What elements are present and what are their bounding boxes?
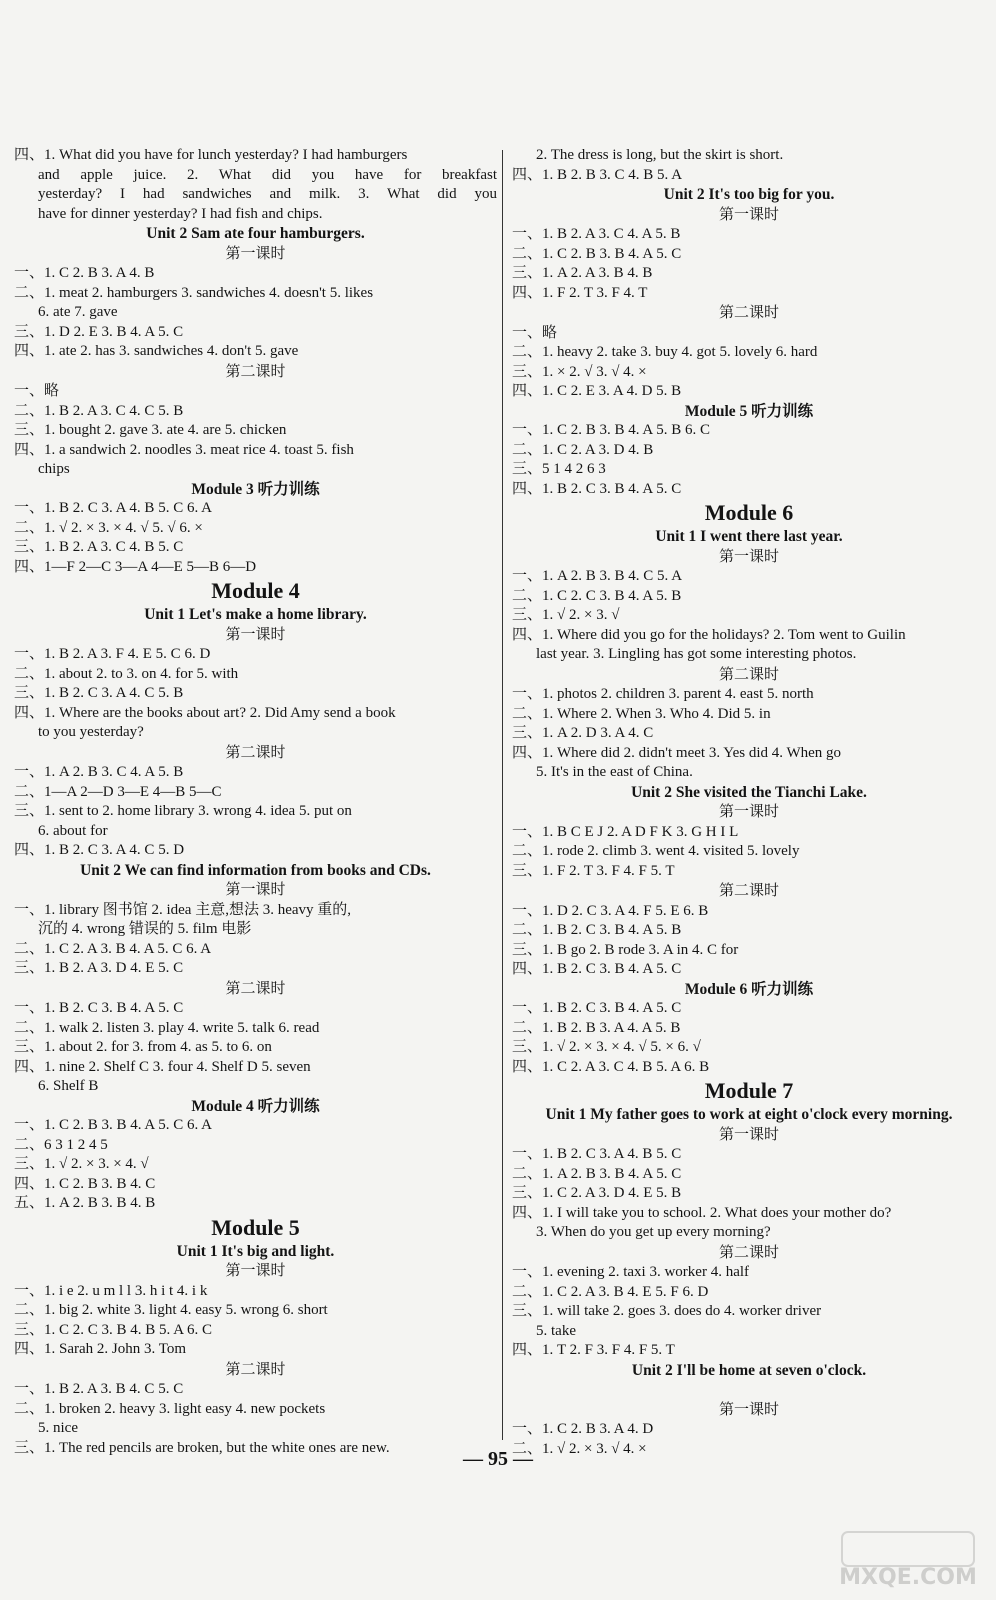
- lesson-heading: 第二课时: [718, 1244, 779, 1261]
- answer-line-continued: 5. take: [536, 1322, 576, 1339]
- answer-line: 三、1. A 2. A 3. B 4. B: [512, 265, 653, 281]
- answer-line: 五、1. A 2. B 3. B 4. B: [14, 1195, 156, 1211]
- answer-line: 四、1. B 2. B 3. C 4. B 5. A: [512, 166, 683, 183]
- answer-line-continued: to you yesterday?: [38, 724, 144, 740]
- answer-line-continued: 5. It's in the east of China.: [536, 764, 693, 780]
- answer-line: 三、1. F 2. T 3. F 4. F 5. T: [512, 862, 675, 879]
- answer-line-continued: last year. 3. Lingling has got some interesting photos.: [536, 646, 857, 662]
- answer-line: 四、1. B 2. C 3. B 4. A 5. C: [512, 480, 682, 497]
- answer-line: 一、1. C 2. B 3. A 4. D: [512, 1421, 654, 1437]
- module-heading: Module 5: [211, 1214, 300, 1240]
- answer-line: 三、1. about 2. for 3. from 4. as 5. to 6. on: [14, 1039, 272, 1055]
- answer-line: 四、1. Where did 2. didn't meet 3. Yes did 4. When go: [512, 744, 842, 761]
- answer-line: 四、1. C 2. A 3. C 4. B 5. A 6. B: [512, 1058, 710, 1075]
- unit-heading: Unit 1 It's big and light.: [176, 1242, 335, 1260]
- answer-line: 一、1. A 2. B 3. B 4. C 5. A: [512, 568, 683, 584]
- answer-line: 四、1. B 2. C 3. A 4. C 5. D: [14, 842, 185, 858]
- answer-line-continued: yesterday? I had sandwiches and milk. 3. What did you: [38, 186, 497, 202]
- answer-line: 三、1. B go 2. B rode 3. A in 4. C for: [512, 941, 739, 958]
- lesson-heading: 第二课时: [225, 363, 286, 380]
- answer-line: 四、1—F 2—C 3—A 4—E 5—B 6—D: [14, 558, 257, 575]
- answer-line: 一、1. photos 2. children 3. parent 4. east 5. north: [512, 686, 814, 702]
- unit-heading: Unit 2 We can find information from books and CDs.: [80, 861, 431, 879]
- lesson-heading: 第二课时: [718, 883, 779, 899]
- answer-line-continued: 6. ate 7. gave: [38, 304, 118, 320]
- answer-line: 一、1. i e 2. u m l l 3. h i t 4. i k: [14, 1282, 208, 1299]
- lesson-heading: 第二课时: [225, 980, 286, 997]
- answer-line: 一、1. library 图书馆 2. idea 主意,想法 3. heavy 重的,: [14, 901, 352, 918]
- answer-line: 四、1. C 2. B 3. B 4. C: [14, 1175, 156, 1192]
- column-divider: [502, 150, 503, 1440]
- lesson-heading: 第二课时: [225, 744, 286, 761]
- lesson-heading: 第一课时: [225, 1263, 286, 1279]
- answer-line: 三、1. B 2. C 3. A 4. C 5. B: [14, 685, 184, 701]
- watermark-text: MXQE.COM: [839, 1565, 977, 1590]
- answer-line: 一、1. B 2. C 3. A 4. B 5. C: [512, 1146, 682, 1162]
- answer-line: 三、1. C 2. A 3. D 4. E 5. B: [512, 1185, 682, 1201]
- answer-line: 三、1. B 2. A 3. C 4. B 5. C: [14, 539, 184, 555]
- answer-line: 四、1. nine 2. Shelf C 3. four 4. Shelf D 5. seven: [14, 1058, 311, 1075]
- unit-heading: Unit 1 Let's make a home library.: [144, 606, 367, 623]
- unit-heading: Unit 1 My father goes to work at eight o'clock every morning.: [545, 1106, 953, 1123]
- watermark-logo: [838, 1528, 978, 1592]
- lesson-heading: 第二课时: [718, 305, 779, 321]
- answer-line: 四、1. Where are the books about art? 2. Did Amy send a book: [14, 704, 396, 721]
- answer-line: 二、1. meat 2. hamburgers 3. sandwiches 4. doesn't 5. likes: [14, 284, 374, 301]
- answer-line: 三、1. √ 2. × 3. √: [512, 607, 620, 623]
- listening-heading: Module 3 听力训练: [191, 480, 320, 498]
- page-number: — 95 —: [463, 1448, 533, 1470]
- answer-line: 二、1. about 2. to 3. on 4. for 5. with: [14, 665, 239, 682]
- answer-line: 二、1. √ 2. × 3. × 4. √ 5. √ 6. ×: [14, 519, 203, 536]
- answer-line: 三、1. × 2. √ 3. √ 4. ×: [512, 363, 647, 380]
- blank-line: [512, 1380, 986, 1400]
- answer-line: 一、1. D 2. C 3. A 4. F 5. E 6. B: [512, 902, 709, 919]
- answer-line: 二、1. B 2. B 3. A 4. A 5. B: [512, 1019, 681, 1036]
- answer-line: 一、1. B 2. A 3. B 4. C 5. C: [14, 1381, 184, 1397]
- answer-line: 四、1. Where did you go for the holidays? 2. Tom went to Guilin: [512, 626, 906, 643]
- module-heading: Module 6: [704, 500, 794, 525]
- answer-line: 三、1. D 2. E 3. B 4. A 5. C: [14, 323, 184, 340]
- answer-line: 三、1. B 2. A 3. D 4. E 5. C: [14, 960, 184, 976]
- answer-line: 二、1—A 2—D 3—E 4—B 5—C: [14, 783, 222, 800]
- unit-heading: Unit 1 I went there last year.: [655, 528, 843, 545]
- listening-heading: Module 5 听力训练: [684, 402, 814, 420]
- answer-line: 一、1. B 2. A 3. C 4. A 5. B: [512, 226, 681, 242]
- listening-heading: Module 6 听力训练: [684, 980, 814, 998]
- answer-line: 一、1. B 2. C 3. A 4. B 5. C 6. A: [14, 500, 212, 516]
- answer-line: 四、1. Sarah 2. John 3. Tom: [14, 1341, 187, 1357]
- lesson-heading: 第一课时: [718, 1126, 779, 1143]
- unit-heading: Unit 2 It's too big for you.: [663, 186, 835, 203]
- answer-line-continued: 6. about for: [38, 822, 108, 839]
- answer-line: 一、1. C 2. B 3. B 4. A 5. B 6. C: [512, 422, 710, 438]
- answer-line: 一、1. B C E J 2. A D F K 3. G H I L: [512, 823, 739, 840]
- answer-line: 二、1. √ 2. × 3. √ 4. ×: [512, 1440, 647, 1457]
- answer-line-continued: chips: [38, 461, 70, 477]
- unit-heading: Unit 2 Sam ate four hamburgers.: [146, 225, 365, 242]
- answer-line: 二、1. B 2. A 3. C 4. C 5. B: [14, 402, 184, 419]
- answer-line: 三、1. bought 2. gave 3. ate 4. are 5. chicken: [14, 422, 287, 438]
- answer-line: 一、1. A 2. B 3. C 4. A 5. B: [14, 764, 184, 780]
- lesson-heading: 第二课时: [225, 1361, 286, 1378]
- answer-line: 二、1. broken 2. heavy 3. light easy 4. new pockets: [14, 1400, 326, 1417]
- answer-line: 四、1. C 2. E 3. A 4. D 5. B: [512, 383, 682, 399]
- answer-line-continued: 5. nice: [38, 1420, 78, 1436]
- right-column: [512, 146, 986, 1459]
- lesson-heading: 第一课时: [718, 804, 779, 820]
- answer-line: 三、1. The red pencils are broken, but the white ones are new.: [14, 1439, 390, 1456]
- answer-line: 二、1. C 2. A 3. B 4. A 5. C 6. A: [14, 940, 212, 957]
- answer-line: 四、1. T 2. F 3. F 4. F 5. T: [512, 1342, 675, 1358]
- answer-line: 三、1. A 2. D 3. A 4. C: [512, 725, 654, 741]
- answer-line: 二、6 3 1 2 4 5: [14, 1136, 108, 1153]
- answer-line: 四、1. ate 2. has 3. sandwiches 4. don't 5. gave: [14, 343, 299, 359]
- lesson-heading: 第一课时: [718, 1401, 779, 1418]
- answer-line: 一、1. evening 2. taxi 3. worker 4. half: [512, 1264, 750, 1280]
- answer-line: 四、1. I will take you to school. 2. What does your mother do?: [512, 1204, 892, 1221]
- answer-line: 二、1. B 2. C 3. B 4. A 5. B: [512, 922, 682, 938]
- answer-line: 一、1. C 2. B 3. B 4. A 5. C 6. A: [14, 1117, 212, 1133]
- answer-line: 三、1. sent to 2. home library 3. wrong 4. idea 5. put on: [14, 803, 352, 819]
- lesson-heading: 第一课时: [225, 245, 286, 262]
- answer-line: 四、1. B 2. C 3. B 4. A 5. C: [512, 961, 682, 977]
- module-heading: Module 4: [211, 578, 300, 603]
- listening-heading: Module 4 听力训练: [191, 1097, 320, 1115]
- lesson-heading: 第一课时: [225, 882, 286, 898]
- answer-line: 一、略: [14, 383, 60, 399]
- answer-line: 三、1. will take 2. goes 3. does do 4. worker driver: [512, 1303, 822, 1319]
- answer-line-continued: 2. The dress is long, but the skirt is short.: [536, 147, 784, 163]
- answer-line: 一、1. B 2. C 3. B 4. A 5. C: [14, 1000, 184, 1016]
- answer-line: 二、1. C 2. A 3. D 4. B: [512, 441, 654, 458]
- answer-line: 二、1. C 2. C 3. B 4. A 5. B: [512, 587, 682, 604]
- answer-line: 四、1. F 2. T 3. F 4. T: [512, 284, 648, 301]
- answer-line: 三、1. √ 2. × 3. × 4. √ 5. × 6. √: [512, 1039, 701, 1055]
- answer-line-continued: have for dinner yesterday? I had fish and chips.: [38, 205, 323, 222]
- answer-line: 二、1. walk 2. listen 3. play 4. write 5. talk 6. read: [14, 1019, 320, 1036]
- answer-line: 一、1. B 2. C 3. B 4. A 5. C: [512, 1000, 682, 1016]
- answer-line: 一、略: [512, 324, 558, 341]
- answer-line: 三、1. C 2. C 3. B 4. B 5. A 6. C: [14, 1321, 212, 1338]
- answer-line: 二、1. C 2. A 3. B 4. E 5. F 6. D: [512, 1283, 709, 1300]
- answer-line: 二、1. big 2. white 3. light 4. easy 5. wrong 6. short: [14, 1302, 328, 1318]
- answer-line: 二、1. A 2. B 3. B 4. A 5. C: [512, 1165, 682, 1182]
- lesson-heading: 第一课时: [225, 626, 286, 643]
- lesson-heading: 第一课时: [718, 548, 779, 565]
- answer-line-continued: 沉的 4. wrong 错误的 5. film 电影: [38, 921, 252, 937]
- left-column: [14, 146, 497, 1458]
- answer-line: 二、1. C 2. B 3. B 4. A 5. C: [512, 245, 682, 262]
- answer-line: 四、1. What did you have for lunch yesterday? I had hamburgers: [14, 147, 408, 163]
- answer-line-continued: 3. When do you get up every morning?: [536, 1224, 771, 1240]
- lesson-heading: 第一课时: [718, 206, 779, 223]
- answer-line: 二、1. rode 2. climb 3. went 4. visited 5. lovely: [512, 843, 800, 859]
- unit-heading: Unit 2 She visited the Tianchi Lake.: [631, 783, 867, 801]
- answer-line: 二、1. heavy 2. take 3. buy 4. got 5. lovely 6. hard: [512, 344, 818, 360]
- answer-line-continued: 6. Shelf B: [38, 1078, 99, 1094]
- unit-heading: Unit 2 I'll be home at seven o'clock.: [631, 1361, 867, 1379]
- answer-line: 四、1. a sandwich 2. noodles 3. meat rice 4. toast 5. fish: [14, 441, 354, 458]
- answer-line: 一、1. B 2. A 3. F 4. E 5. C 6. D: [14, 646, 211, 662]
- module-heading: Module 7: [704, 1078, 794, 1103]
- answer-line: 二、1. Where 2. When 3. Who 4. Did 5. in: [512, 705, 771, 722]
- answer-line: 一、1. C 2. B 3. A 4. B: [14, 265, 155, 281]
- answer-line-continued: and apple juice. 2. What did you have for breakfast: [38, 166, 497, 183]
- answer-line: 三、1. √ 2. × 3. × 4. √: [14, 1156, 149, 1172]
- answer-line: 三、5 1 4 2 6 3: [512, 461, 606, 477]
- lesson-heading: 第二课时: [718, 666, 779, 683]
